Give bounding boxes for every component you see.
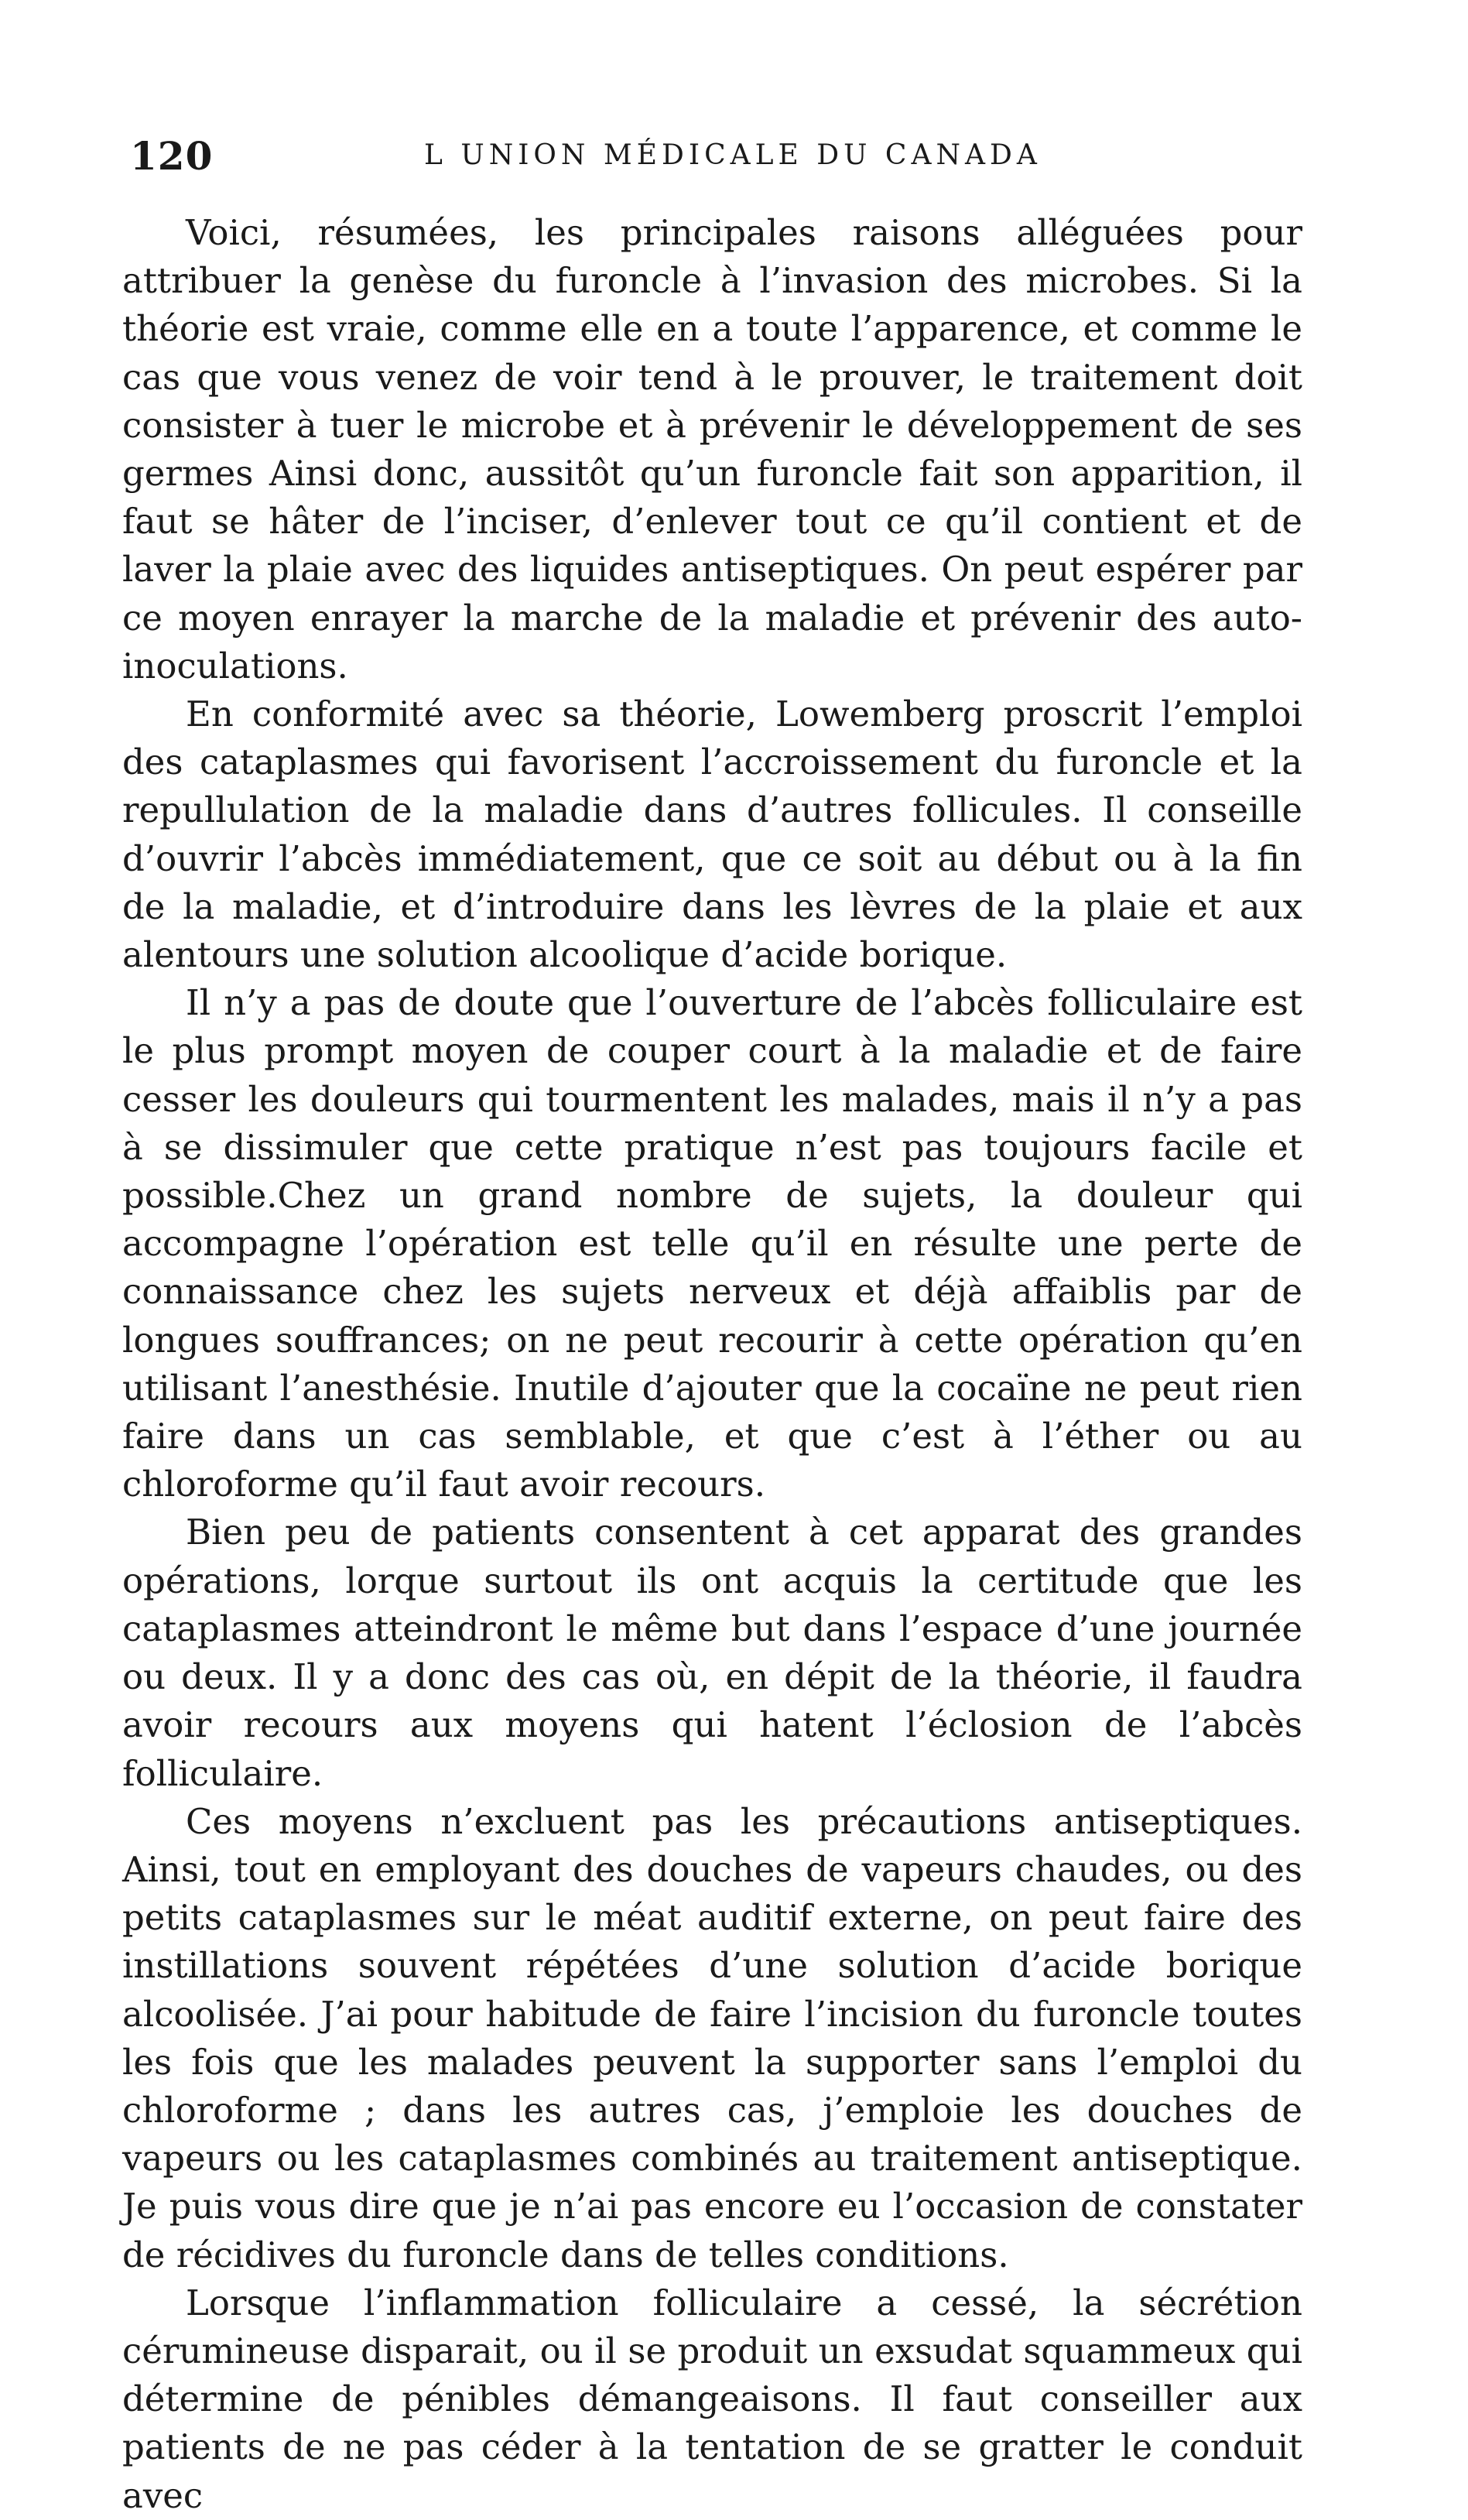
paragraph: Voici, résumées, les principales raisons alléguées pour attribuer la genèse du furoncle à l’invasion des microbes. Si la théorie est vraie, comme elle en a toute l’apparence, et comme le cas que vous venez de voir tend à le prouver, le traitement doit consister à tuer le microbe et à prévenir le développement de ses germes Ainsi donc, aussitôt qu’un furoncle fait son apparition, il faut se hâter de l’inciser, d’enlever tout ce qu’il contient et de laver la plaie avec des liquides antiseptiques. On peut espérer par ce moyen enrayer la marche de la maladie et prévenir des auto-inoculations. — [122, 212, 1302, 686]
paragraph: Lorsque l’inflammation folliculaire a cessé, la sécrétion cérumineuse disparait, ou il se produit un exsudat squammeux qui détermine de pénibles démangeaisons. Il faut conseiller aux patients de ne pas céder à la tentation de se gratter le conduit avec — [122, 2282, 1302, 2516]
journal-title: L UNION MÉDICALE DU CANADA — [424, 139, 1042, 171]
running-head — [130, 133, 1333, 187]
body-text — [122, 209, 1302, 2520]
paragraph: En conformité avec sa théorie, Lowemberg proscrit l’emploi des cataplasmes qui favorisent l’accroissement du furoncle et la repullulation de la maladie dans d’autres follicules. Il conseille d’ouvrir l’abcès immédiatement, que ce soit au début ou à la fin de la maladie, et d’introduire dans les lèvres de la plaie et aux alentours une solution alcoolique d’acide borique. — [122, 693, 1302, 976]
paragraph: Bien peu de patients consentent à cet apparat des grandes opérations, lorque surtout ils ont acquis la certitude que les cataplasmes atteindront le même but dans l’espace d’une journée ou deux. Il y a donc des cas où, en dépit de la théorie, il faudra avoir recours aux moyens qui hatent l’éclosion de l’abcès folliculaire. — [122, 1512, 1302, 1794]
paragraph: Il n’y a pas de doute que l’ouverture de l’abcès folliculaire est le plus prompt moyen de couper court à la maladie et de faire cesser les douleurs qui tourmentent les malades, mais il n’y a pas à se dissimuler que cette pratique n’est pas toujours facile et possible.Chez un grand nombre de sujets, la douleur qui accompagne l’opération est telle qu’il en résulte une perte de connaissance chez les sujets nerveux et déjà affaiblis par de longues souffrances; on ne peut recourir à cette opération qu’en utilisant l’anesthésie. Inutile d’ajouter que la cocaïne ne peut rien faire dans un cas semblable, et que c’est à l’éther ou au chloroforme qu’il faut avoir recours. — [122, 982, 1302, 1505]
page-number: 120 — [130, 133, 214, 179]
paragraph: Ces moyens n’excluent pas les précautions antiseptiques. Ainsi, tout en employant des douches de vapeurs chaudes, ou des petits cataplasmes sur le méat auditif externe, on peut faire des instillations souvent répétées d’une solution d’acide borique alcoolisée. J’ai pour habitude de faire l’incision du furoncle toutes les fois que les malades peuvent la supporter sans l’emploi du chloroforme ; dans les autres cas, j’emploie les douches de vapeurs ou les cataplasmes combinés au traitement antiseptique. Je puis vous dire que je n’ai pas encore eu l’occasion de constater de récidives du furoncle dans de telles conditions. — [122, 1800, 1302, 2275]
